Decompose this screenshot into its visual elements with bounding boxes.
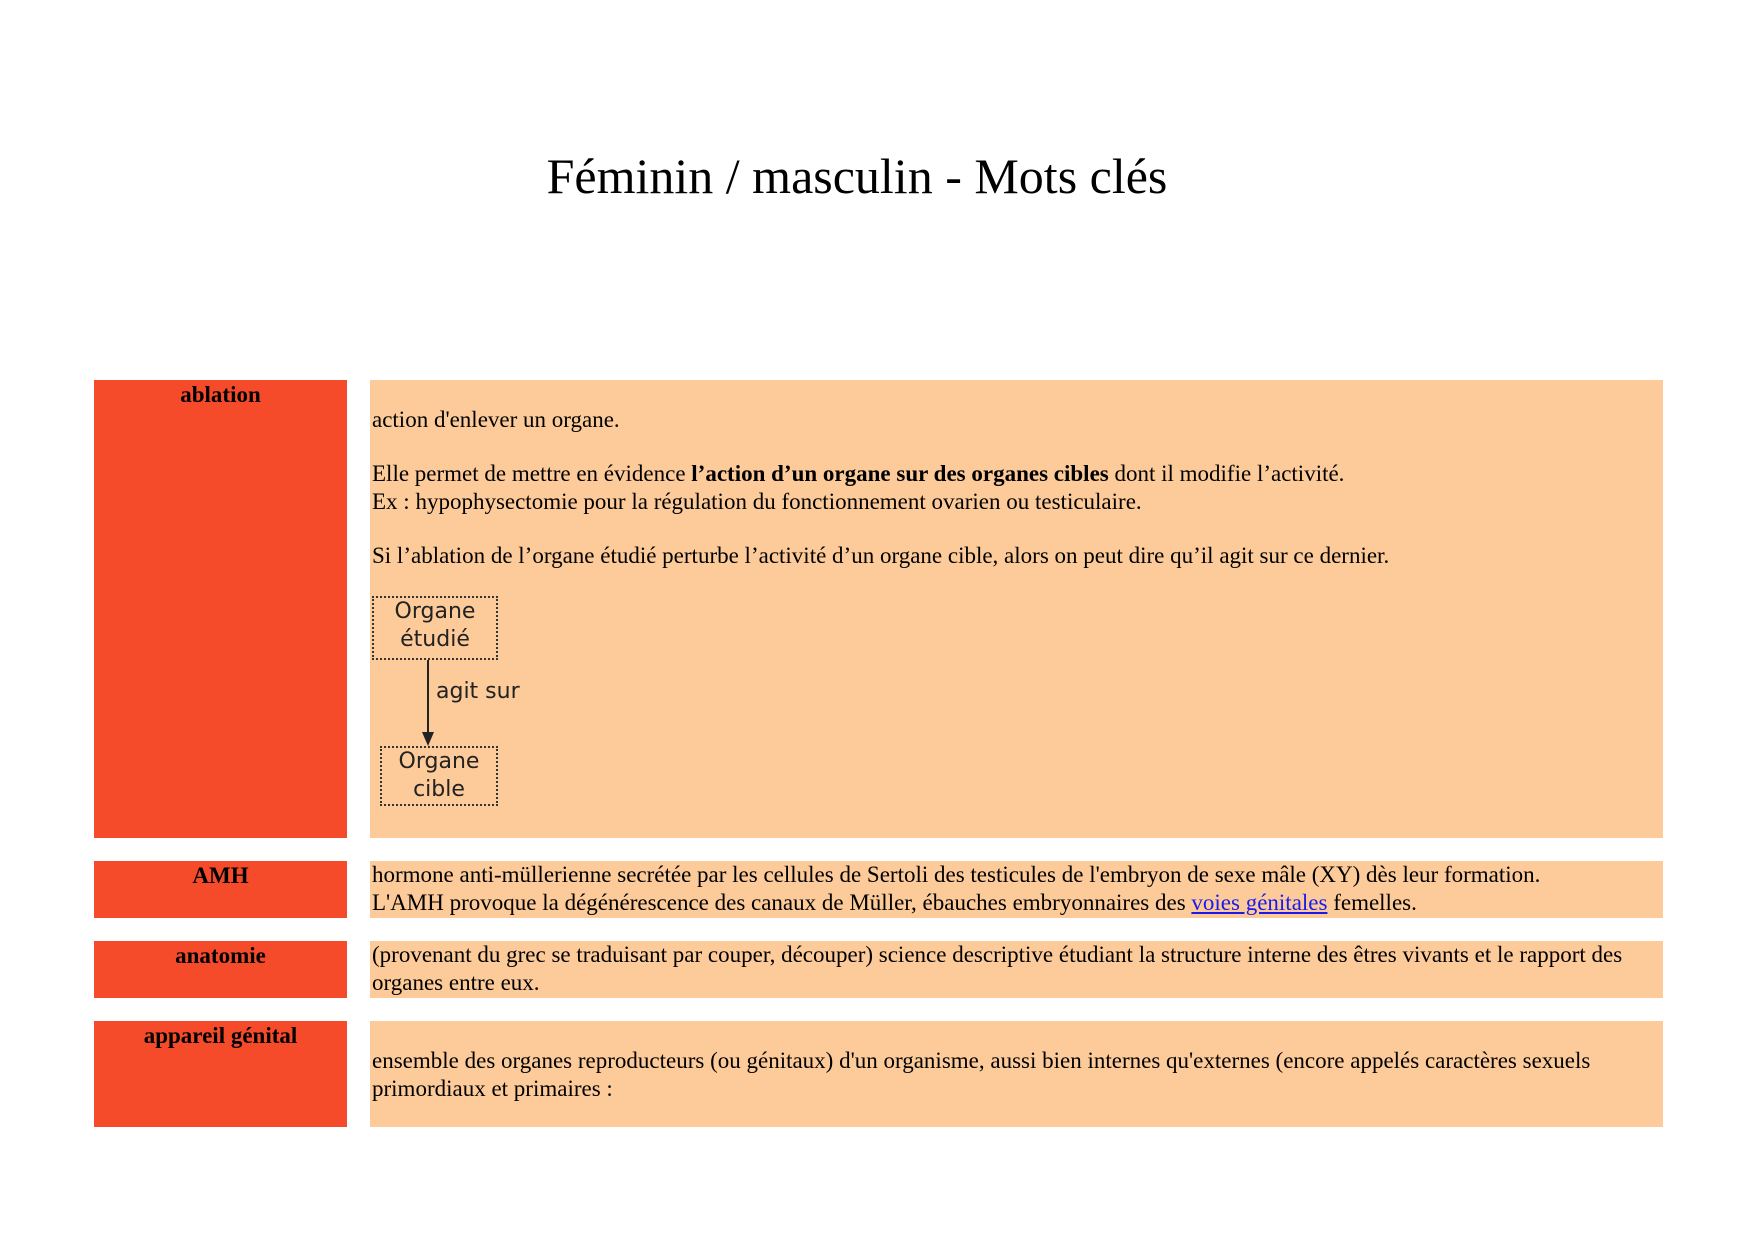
arrow-head-icon bbox=[422, 732, 434, 746]
term-cell: AMH bbox=[94, 861, 347, 918]
definition-cell bbox=[370, 380, 1663, 838]
page-title: Féminin / masculin - Mots clés bbox=[546, 148, 1168, 204]
definition-cell bbox=[370, 861, 1663, 918]
glossary-entry-anatomie bbox=[94, 941, 1663, 998]
definition-paragraph: Si l’ablation de l’organe étudié perturbe l’activité d’un organe cible, alors on peut dire qu’il agit sur ce dernier. bbox=[372, 543, 1390, 568]
definition-text: L'AMH provoque la dégénérescence des canaux de Müller, ébauches embryonnaires des bbox=[372, 890, 1192, 915]
diagram-box-organe-cible bbox=[380, 746, 498, 806]
definition-text: dont il modifie l’activité. bbox=[1108, 461, 1345, 486]
term-cell: anatomie bbox=[94, 941, 347, 998]
diagram-arrow-label: agit sur bbox=[436, 679, 520, 704]
definition-emphasis: l’action d’un organe sur des organes cibles bbox=[691, 461, 1109, 486]
diagram-box-text: Organe bbox=[398, 749, 480, 774]
definition-text: femelles. bbox=[1327, 890, 1417, 915]
glossary-entry-appareil-genital bbox=[94, 1021, 1663, 1127]
definition-cell bbox=[370, 1021, 1663, 1127]
diagram-box-text: étudié bbox=[400, 627, 470, 652]
definition-paragraph: action d'enlever un organe. bbox=[372, 407, 620, 432]
voies-genitales-link[interactable]: voies génitales bbox=[1191, 890, 1328, 915]
definition-paragraph bbox=[372, 460, 1663, 516]
term-cell: appareil génital bbox=[94, 1021, 347, 1127]
definition-paragraph: ensemble des organes reproducteurs (ou génitaux) d'un organisme, aussi bien internes qu'externes (encore appelés caractères sexuels primordiaux et primaires : bbox=[372, 1048, 1591, 1101]
organ-action-diagram bbox=[372, 596, 532, 816]
definition-example: Ex : hypophysectomie pour la régulation du fonctionnement ovarien ou testiculaire. bbox=[372, 489, 1142, 514]
definition-text: hormone anti-müllerienne secrétée par les cellules de Sertoli des testicules de l'embryon de sexe mâle (XY) dès leur formation. bbox=[372, 862, 1541, 887]
definition-text: Elle permet de mettre en évidence bbox=[372, 461, 692, 486]
diagram-box-text: Organe bbox=[394, 599, 476, 624]
definition-paragraph: (provenant du grec se traduisant par couper, découper) science descriptive étudiant la structure interne des êtres vivants et le rapport des organes entre eux. bbox=[372, 942, 1623, 995]
glossary-entry-amh bbox=[94, 861, 1663, 918]
glossary-entry-ablation bbox=[94, 380, 1663, 838]
diagram-box-text: cible bbox=[413, 777, 465, 802]
definition-paragraph bbox=[372, 861, 1663, 917]
term-cell: ablation bbox=[94, 380, 347, 838]
definition-cell bbox=[370, 941, 1663, 998]
